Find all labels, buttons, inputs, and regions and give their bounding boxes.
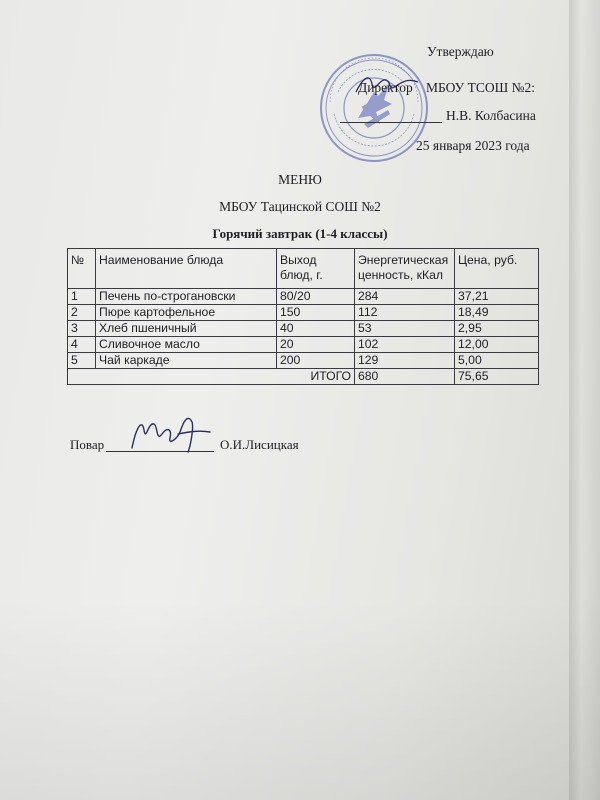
table-row bbox=[68, 289, 539, 305]
row-weight: 150 bbox=[277, 305, 355, 321]
page-shadow bbox=[0, 600, 600, 800]
school-title: МБОУ Тацинской СОШ №2 bbox=[219, 199, 381, 214]
row-price: 18,49 bbox=[455, 305, 539, 321]
row-price: 12,00 bbox=[455, 337, 539, 353]
row-kcal: 102 bbox=[355, 337, 455, 353]
table-row bbox=[68, 321, 539, 337]
row-number: 1 bbox=[68, 289, 96, 305]
table-row bbox=[68, 337, 539, 353]
row-dish: Пюре картофельное bbox=[96, 305, 277, 321]
row-price: 2,95 bbox=[455, 321, 539, 337]
column-header-price: Цена, руб. bbox=[455, 249, 539, 289]
row-kcal: 129 bbox=[355, 353, 455, 369]
row-weight: 200 bbox=[277, 353, 355, 369]
column-header-weight: Выход блюд, г. bbox=[277, 249, 355, 289]
row-price: 37,21 bbox=[455, 289, 539, 305]
row-weight: 80/20 bbox=[277, 289, 355, 305]
approval-date: 25 января 2023 года bbox=[416, 138, 530, 153]
column-header-kcal: Энергетическая ценность, кКал bbox=[355, 249, 455, 289]
cook-signature bbox=[118, 408, 218, 458]
row-weight: 20 bbox=[277, 337, 355, 353]
row-price: 5,00 bbox=[455, 353, 539, 369]
stamp-seal bbox=[318, 52, 430, 164]
row-dish: Хлеб пшеничный bbox=[96, 321, 277, 337]
row-kcal: 284 bbox=[355, 289, 455, 305]
row-dish: Печень по-строгановски bbox=[96, 289, 277, 305]
column-header-dish: Наименование блюда bbox=[96, 249, 277, 289]
row-number: 5 bbox=[68, 353, 96, 369]
row-number: 3 bbox=[68, 321, 96, 337]
approval-name: Н.В. Колбасина bbox=[446, 108, 536, 123]
table-row bbox=[68, 305, 539, 321]
total-row bbox=[68, 369, 539, 385]
row-dish: Сливочное масло bbox=[96, 337, 277, 353]
cook-label: Повар bbox=[70, 437, 105, 452]
total-label: ИТОГО bbox=[68, 369, 355, 385]
row-weight: 40 bbox=[277, 321, 355, 337]
row-kcal: 53 bbox=[355, 321, 455, 337]
column-header-number: № bbox=[68, 249, 96, 289]
row-dish: Чай каркаде bbox=[96, 353, 277, 369]
total-price: 75,65 bbox=[455, 369, 539, 385]
menu-title: МЕНЮ bbox=[278, 172, 322, 187]
cook-name: О.И.Лисицкая bbox=[220, 437, 299, 452]
approval-director: Директор bbox=[358, 80, 413, 95]
row-kcal: 112 bbox=[355, 305, 455, 321]
table-header-row bbox=[68, 249, 539, 289]
menu-table bbox=[67, 248, 539, 385]
table-row bbox=[68, 353, 539, 369]
row-number: 2 bbox=[68, 305, 96, 321]
row-number: 4 bbox=[68, 337, 96, 353]
approval-school: МБОУ ТСОШ №2: bbox=[426, 80, 535, 95]
total-kcal: 680 bbox=[355, 369, 455, 385]
approval-signature-line bbox=[340, 122, 442, 123]
meal-title: Горячий завтрак (1-4 классы) bbox=[212, 226, 388, 241]
approval-title: Утверждаю bbox=[427, 44, 494, 59]
